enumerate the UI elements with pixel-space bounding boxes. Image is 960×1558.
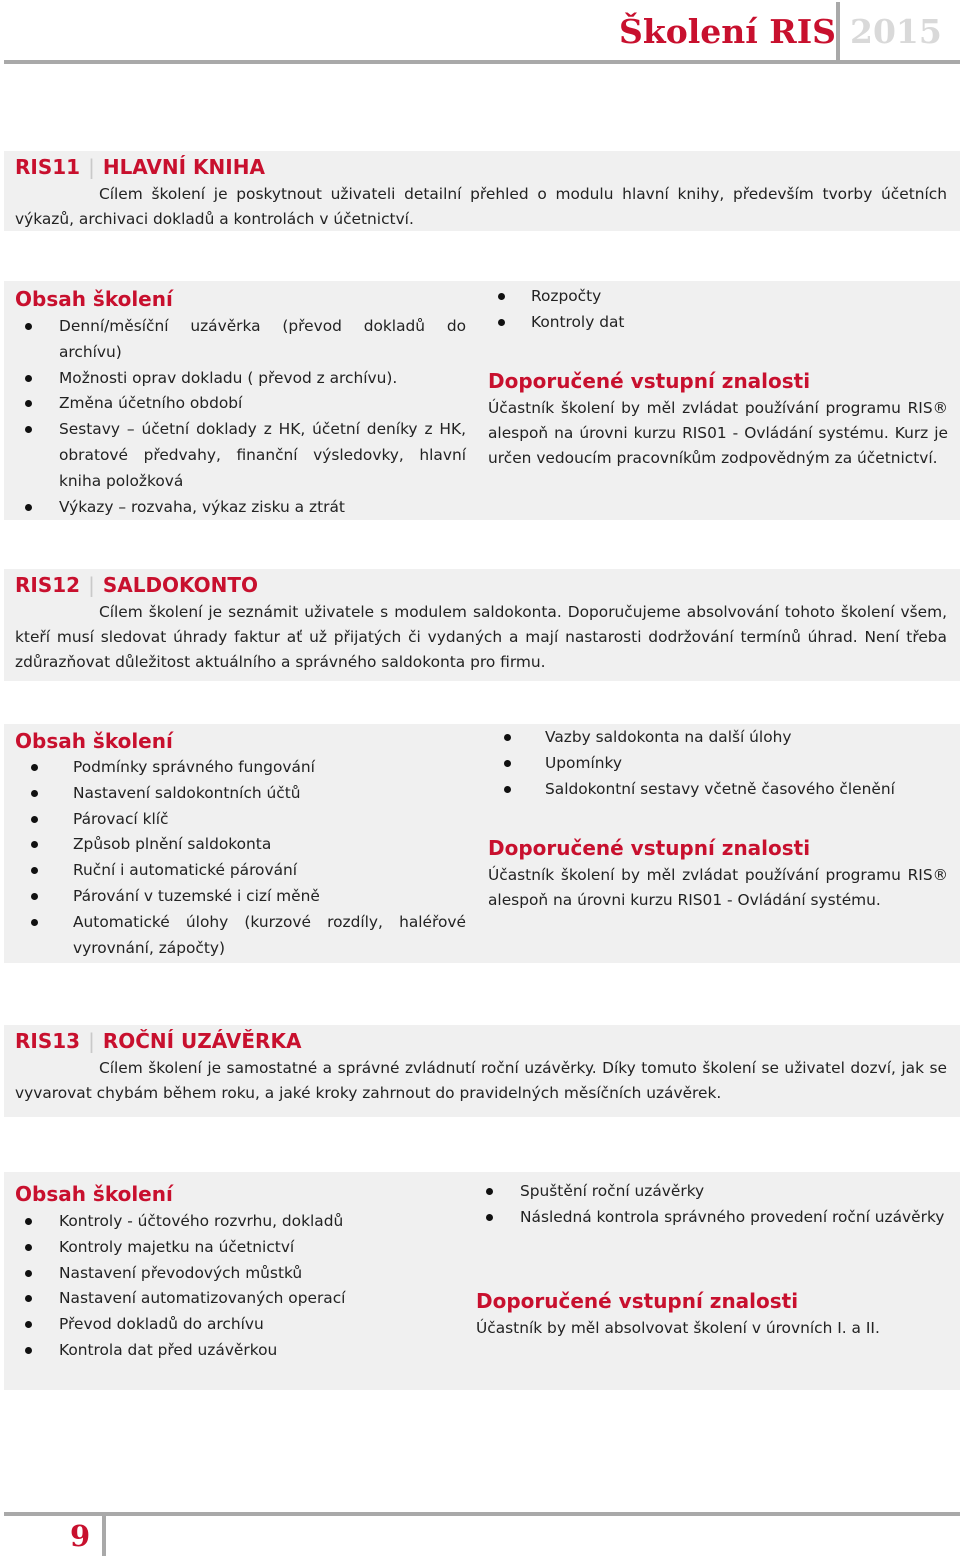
list-item: Kontroly majetku na účetnictví — [15, 1235, 455, 1261]
list-item: Párovací klíč — [15, 807, 466, 833]
course-ris11-prereq-heading: Doporučené vstupní znalosti — [488, 369, 811, 393]
course-code: RIS11 — [15, 155, 81, 179]
list-item: Ruční i automatické párování — [15, 858, 466, 884]
course-ris11-title — [15, 154, 265, 180]
list-item: Výkazy – rozvaha, výkaz zisku a ztrát — [15, 495, 466, 521]
list-item: Denní/měsíční uzávěrka (převod dokladů do archívu) — [15, 314, 466, 366]
course-ris11-content-right — [488, 284, 948, 336]
title-separator: | — [88, 155, 95, 179]
list-item: Nastavení automatizovaných operací — [15, 1286, 455, 1312]
title-separator: | — [88, 573, 95, 597]
course-name: HLAVNÍ KNIHA — [102, 155, 265, 179]
footer-separator — [102, 1516, 106, 1556]
course-ris13-prereq-text: Účastník by měl absolvovat školení v úrovních I. a II. — [476, 1319, 880, 1337]
course-ris12-prereq-text: Účastník školení by měl zvládat používání programu RIS® alespoň na úrovni kurzu RIS01 - Ovládání systému. — [488, 866, 948, 909]
list-item: Kontrola dat před uzávěrkou — [15, 1338, 455, 1364]
list-item: Saldokontní sestavy včetně časového členění — [488, 777, 948, 803]
course-ris13-title — [15, 1028, 301, 1054]
course-ris13-content-heading: Obsah školení — [15, 1182, 173, 1206]
list-item: Nastavení převodových můstků — [15, 1261, 455, 1287]
list-item: Změna účetního období — [15, 391, 466, 417]
course-code: RIS12 — [15, 573, 81, 597]
list-item: Podmínky správného fungování — [15, 755, 466, 781]
list-item: Možnosti oprav dokladu ( převod z archívu). — [15, 366, 466, 392]
list-item: Spuštění roční uzávěrky — [476, 1179, 948, 1205]
list-item: Kontroly dat — [488, 310, 948, 336]
list-item: Automatické úlohy (kurzové rozdíly, haléřové vyrovnání, zápočty) — [15, 910, 466, 962]
course-ris13-content-right — [476, 1179, 948, 1231]
course-ris13-description: Cílem školení je samostatné a správné zvládnutí roční uzávěrky. Díky tomuto školení se uživatel dozví, jak se vyvarovat chybám během roku, a jaké kroky zahrnout do pravidelných měsíčních uzávěrek. — [15, 1059, 947, 1102]
course-ris12-title — [15, 572, 258, 598]
header-title: Školení RIS — [619, 12, 836, 51]
title-separator: | — [88, 1029, 95, 1053]
course-ris12-content-heading: Obsah školení — [15, 729, 173, 753]
course-ris11-prereq-text: Účastník školení by měl zvládat používání programu RIS® alespoň na úrovni kurzu RIS01 - Ovládání systému. Kurz je určen vedoucím pracovníkům zodpovědným za účetnictví. — [488, 399, 948, 467]
course-ris13-prereq-heading: Doporučené vstupní znalosti — [476, 1289, 799, 1313]
list-item: Upomínky — [488, 751, 948, 777]
course-ris12-description: Cílem školení je seznámit uživatele s modulem saldokonta. Doporučujeme absolvování tohoto školení všem, kteří musí sledovat úhrady faktur ať už přijatých či vydaných a mají nastarosti dodržování termínů úhrad. Není třeba zdůrazňovat důležitost aktuálního a správného saldokonta pro firmu. — [15, 603, 947, 671]
list-item: Párování v tuzemské i cizí měně — [15, 884, 466, 910]
list-item: Způsob plnění saldokonta — [15, 832, 466, 858]
list-item: Nastavení saldokontních účtů — [15, 781, 466, 807]
footer-rule — [4, 1512, 960, 1516]
course-ris11-content-left — [15, 314, 466, 520]
course-ris12-content-left — [15, 755, 466, 961]
list-item: Sestavy – účetní doklady z HK, účetní deníky z HK, obratové předvahy, finanční výsledovky, hlavní kniha položková — [15, 417, 466, 494]
list-item: Kontroly - účtového rozvrhu, dokladů — [15, 1209, 455, 1235]
course-name: ROČNÍ UZÁVĚRKA — [102, 1029, 302, 1053]
course-code: RIS13 — [15, 1029, 81, 1053]
header-year: 2015 — [850, 12, 942, 51]
list-item: Vazby saldokonta na další úlohy — [488, 725, 948, 751]
header-rule — [4, 60, 960, 64]
course-name: SALDOKONTO — [102, 573, 259, 597]
header-separator — [836, 2, 840, 60]
page-number: 9 — [70, 1519, 91, 1553]
course-ris12-prereq-heading: Doporučené vstupní znalosti — [488, 836, 811, 860]
course-ris13-content-left — [15, 1209, 455, 1364]
course-ris11-description: Cílem školení je poskytnout uživateli detailní přehled o modulu hlavní knihy, především tvorby účetních výkazů, archivaci dokladů a kontrolách v účetnictví. — [15, 185, 947, 228]
course-ris12-content-right — [488, 725, 948, 802]
list-item: Převod dokladů do archívu — [15, 1312, 455, 1338]
course-ris11-content-heading: Obsah školení — [15, 287, 173, 311]
list-item: Následná kontrola správného provedení roční uzávěrky — [476, 1205, 948, 1231]
list-item: Rozpočty — [488, 284, 948, 310]
